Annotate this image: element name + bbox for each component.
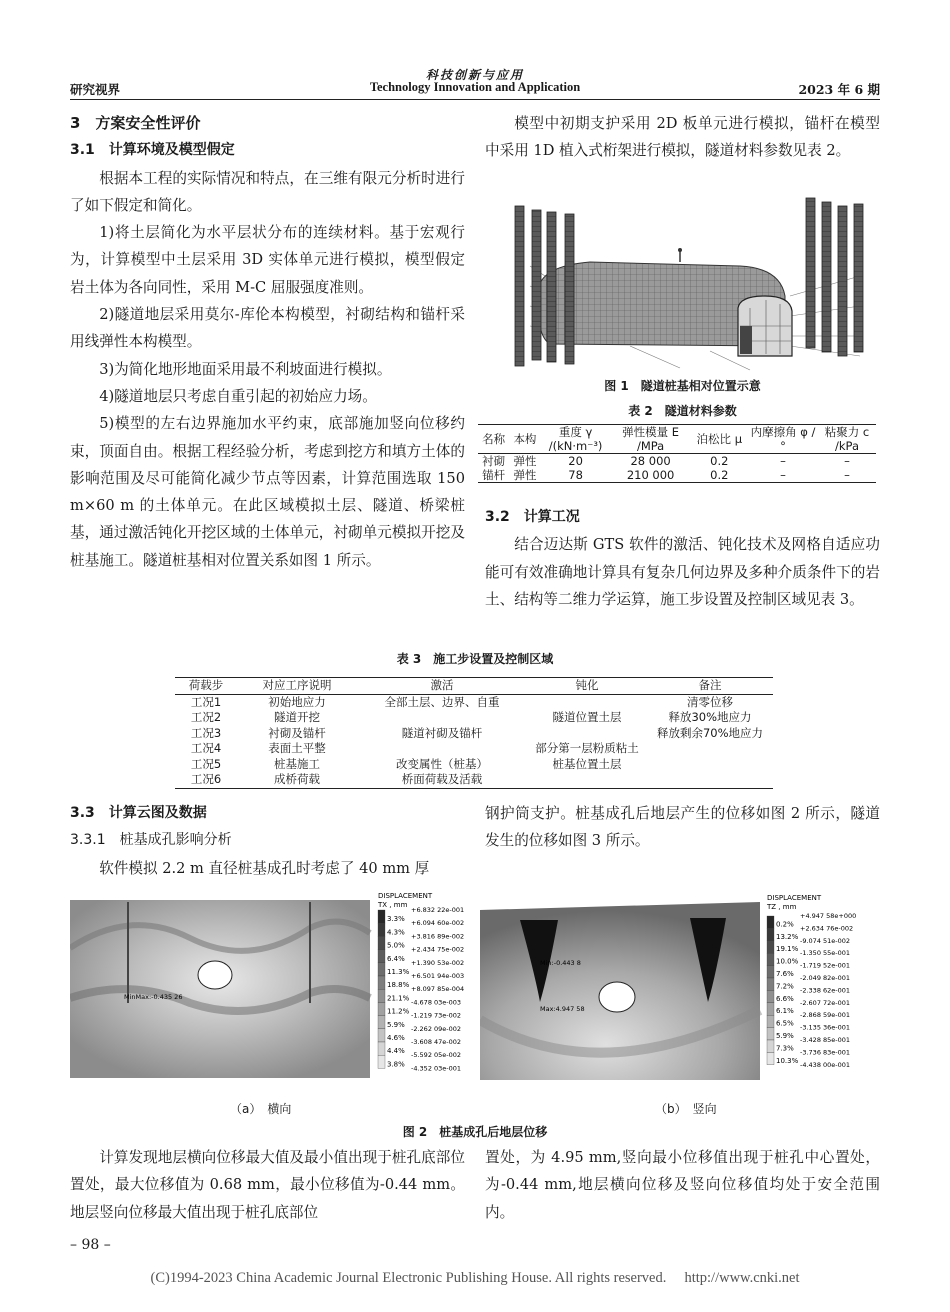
table-cell: 衬砌	[482, 454, 506, 468]
legend-percent: 18.8%	[387, 981, 410, 990]
legend-value: -1.219 73e-002	[411, 1011, 462, 1020]
table-row	[175, 694, 773, 710]
section-3-heading: 3 方案安全性评价	[70, 114, 201, 132]
table-header-cell: 名称	[482, 432, 506, 446]
table-cell	[647, 741, 773, 757]
paragraph: 1)将土层简化为水平层状分布的连续材料。基于宏观行为，计算模型中土层采用 3D 实体单元进行模拟，模型假定岩土体为各向同性，采用 M-C 屈服强度准则。	[70, 224, 465, 296]
table-cell: 工况1	[190, 694, 222, 709]
legend-value: +2.434 75e-002	[411, 945, 465, 954]
paragraph: 结合迈达斯 GTS 软件的激活、钝化技术及网格自适应功能可有效准确地计算具有复杂几何边界及多种介质条件下的岩土、结构等二维力学运算，施工步设置及控制区域见表 3。	[485, 536, 880, 608]
table-header-cell: 重度 γ /(kN·m⁻³)	[548, 425, 603, 453]
section-3-1-heading: 3.1 计算环境及模型假定	[70, 142, 235, 159]
table-header-cell: 粘聚力 c /kPa	[824, 425, 870, 453]
table-cell: 衬砌及锚杆	[268, 725, 326, 740]
legend-percent: 3.8%	[387, 1060, 405, 1069]
legend-swatch	[378, 976, 385, 989]
header-rule	[70, 99, 880, 100]
table-cell: 0.2	[710, 468, 729, 482]
section-3-3-right	[485, 800, 880, 855]
table-row	[175, 741, 773, 757]
table-cell: 78	[568, 468, 583, 482]
table-cell: 释放30%地应力	[668, 710, 752, 724]
table-cell: 初始地应力	[268, 694, 326, 709]
table-row	[478, 468, 876, 483]
table-cell	[527, 772, 647, 788]
table-cell: 工况2	[190, 710, 222, 724]
legend-value: -2.262 09e-002	[411, 1024, 462, 1033]
table-cell: –	[780, 468, 786, 482]
legend-swatch	[767, 928, 774, 940]
table-header-cell: 内摩擦角 φ /°	[750, 425, 816, 453]
legend-percent: 5.0%	[387, 941, 405, 950]
legend-swatch	[767, 978, 774, 990]
table-cell	[357, 710, 527, 726]
table-cell: 弹性	[513, 454, 537, 468]
table-cell	[647, 772, 773, 788]
table-header-row	[478, 425, 876, 454]
section-3-2-heading: 3.2 计算工况	[485, 509, 580, 525]
legend-swatch	[767, 953, 774, 965]
paragraph: 2)隧道地层采用莫尔-库伦本构模型，衬砌结构和锚杆采用线弹性本构模型。	[70, 306, 465, 351]
legend-percent: 21.1%	[387, 994, 410, 1003]
figure-1-caption: 图 1 隧道桩基相对位置示意	[604, 379, 761, 393]
legend-value: -3.428 85e-001	[800, 1036, 851, 1044]
legend-value: +6.501 94e-003	[411, 972, 465, 980]
table-header-cell: 本构	[513, 432, 537, 446]
table-header-cell: 激活	[430, 678, 454, 692]
piles-right	[806, 198, 863, 356]
legend-swatch	[378, 1055, 385, 1068]
legend-percent: 4.6%	[387, 1034, 405, 1042]
legend-percent: 10.0%	[776, 957, 799, 966]
legend-value: -3.608 47e-002	[411, 1038, 462, 1046]
legend-unit: TZ , mm	[767, 903, 797, 911]
legend-value: +2.634 76e-002	[800, 924, 854, 933]
figure-1-tunnel-pile-model	[510, 196, 870, 372]
table-2-material-params	[478, 424, 876, 483]
legend-swatch	[378, 1029, 385, 1042]
table-cell: 桩基位置土层	[552, 756, 622, 771]
table-cell: 28 000	[630, 454, 671, 468]
table-cell: 改变属性（桩基）	[396, 756, 488, 771]
table-header-cell: 荷载步	[188, 678, 224, 692]
legend-swatch	[378, 950, 385, 963]
paragraph: 5)模型的左右边界施加水平约束，底部施加竖向位移约束，顶面自由。根据工程经验分析，考虑到挖方和填方土体的影响范围及尽可能简化减少节点等因素，计算范围选取 150 m×60 m 的土体单元。在此区域模拟土层、隧道、桥梁桩基，通过激活钝化开挖区域的土体单元，衬砌单元模拟开挖及桩基施工。隧道桩基相对位置关系如图 1 所示。	[70, 415, 465, 569]
legend-percent: 7.2%	[776, 982, 794, 991]
figure-2a-subcaption: （a） 横向	[230, 1102, 292, 1116]
table-cell: –	[844, 468, 850, 482]
table-header-cell: 钝化	[575, 678, 599, 692]
journal-title-cn: 科技创新与应用	[425, 68, 524, 82]
legend-percent: 6.4%	[387, 954, 405, 963]
legend-unit: TX , mm	[378, 901, 408, 909]
left-column	[70, 110, 465, 574]
table-cell	[527, 726, 647, 742]
figure-2a-horizontal-displacement	[70, 888, 480, 1083]
issue-label: 2023 年 6 期	[798, 82, 880, 97]
table-row	[175, 772, 773, 788]
table-cell: 表面土平整	[268, 741, 326, 755]
table-cell	[357, 741, 527, 757]
paragraph: 钢护筒支护。桩基成孔后地层产生的位移如图 2 所示，隧道发生的位移如图 3 所示。	[485, 805, 880, 850]
section-3-3-heading: 3.3 计算云图及数据	[70, 805, 207, 821]
table-3-construction-steps	[175, 677, 773, 789]
legend-percent: 5.9%	[776, 1032, 794, 1040]
table-cell: 工况4	[190, 741, 222, 755]
table-cell: 锚杆	[482, 468, 506, 482]
table-cell: 清零位移	[687, 694, 733, 709]
legend-value: -1.350 55e-001	[800, 949, 851, 958]
legend-value: -2.338 62e-001	[800, 986, 851, 995]
legend-percent: 6.6%	[776, 994, 794, 1003]
legend-swatch	[378, 1016, 385, 1029]
legend-value: -4.438 00e-001	[800, 1060, 851, 1069]
table-cell	[527, 694, 647, 710]
legend-swatch	[767, 966, 774, 978]
legend-b	[767, 912, 856, 1069]
journal-title-en: Technology Innovation and Application	[369, 80, 581, 94]
figure-2b-subcaption: （b） 竖向	[655, 1102, 717, 1116]
legend-swatch	[767, 1003, 774, 1015]
table-row	[175, 726, 773, 742]
legend-percent: 6.1%	[776, 1007, 794, 1016]
legend-swatch	[378, 989, 385, 1002]
table-cell: –	[780, 454, 786, 468]
legend-value: +4.947 58e+000	[800, 912, 857, 920]
table-cell: 成桥荷载	[274, 772, 320, 786]
legend-percent: 19.1%	[776, 945, 799, 954]
table-row	[175, 710, 773, 726]
legend-value: -4.352 03e-001	[411, 1064, 462, 1073]
legend-value: -2.049 82e-001	[800, 974, 851, 982]
legend-swatch	[378, 1042, 385, 1055]
table-row	[478, 454, 876, 469]
legend-title: DISPLACEMENT	[378, 892, 433, 900]
table-cell: 20	[568, 454, 583, 468]
legend-swatch	[767, 990, 774, 1002]
table-cell: 桩基施工	[274, 756, 320, 771]
section-label: 研究视界	[70, 82, 121, 97]
page-number: – 98 –	[70, 1237, 111, 1253]
legend-swatch	[378, 963, 385, 976]
legend-value: +6.094 60e-002	[411, 919, 465, 928]
table-header-row	[175, 678, 773, 695]
table-cell: 工况6	[190, 772, 222, 786]
legend-percent: 4.3%	[387, 928, 405, 937]
legend-percent: 0.2%	[776, 920, 794, 929]
legend-percent: 13.2%	[776, 932, 799, 941]
legend-value: -2.868 59e-001	[800, 1011, 851, 1020]
legend-swatch	[767, 1015, 774, 1027]
paragraph: 4)隧道地层只考虑自重引起的初始应力场。	[99, 387, 377, 405]
table-header-cell: 备注	[698, 678, 722, 692]
legend-value: -3.135 36e-001	[800, 1023, 851, 1032]
table-cell: 释放剩余70%地应力	[656, 725, 764, 740]
legend-percent: 11.3%	[387, 968, 410, 976]
legend-swatch	[767, 916, 774, 928]
legend-swatch	[378, 936, 385, 949]
section-3-2	[485, 504, 880, 613]
paragraph: 模型中初期支护采用 2D 板单元进行模拟，锚杆在模型中采用 1D 植入式桁架进行模拟，隧道材料参数见表 2。	[485, 115, 880, 160]
legend-title: DISPLACEMENT	[767, 894, 822, 902]
table-cell: 210 000	[626, 468, 675, 482]
paragraph: 软件模拟 2.2 m 直径桩基成孔时考虑了 40 mm 厚	[99, 859, 430, 877]
legend-value: +1.390 53e-002	[411, 958, 465, 967]
legend-percent: 10.3%	[776, 1056, 799, 1065]
section-3-3-1-heading: 3.3.1 桩基成孔影响分析	[70, 832, 232, 849]
legend-value: -3.736 83e-001	[800, 1048, 851, 1057]
legend-swatch	[767, 1052, 774, 1064]
running-header	[70, 80, 880, 98]
table-cell: 桥面荷载及活载	[401, 772, 483, 786]
legend-swatch	[378, 1002, 385, 1015]
table-2-caption: 表 2 隧道材料参数	[628, 404, 737, 418]
minmax-label: MinMax:-0.435 26	[124, 993, 183, 1001]
legend-value: -5.592 05e-002	[411, 1051, 462, 1060]
legend-percent: 11.2%	[387, 1007, 410, 1016]
paragraph: 根据本工程的实际情况和特点，在三维有限元分析时进行了如下假定和简化。	[70, 169, 465, 214]
legend-percent: 5.9%	[387, 1020, 405, 1029]
legend-value: -1.719 52e-001	[800, 961, 851, 970]
legend-value: -4.678 03e-003	[411, 998, 462, 1007]
table-3-caption: 表 3 施工步设置及控制区域	[396, 652, 554, 666]
table-cell: 弹性	[513, 468, 537, 482]
table-cell: 隧道位置土层	[552, 710, 622, 724]
paragraph: 置处，为 4.95 mm,竖向最小位移值出现于桩孔中心置处，为-0.44 mm,地层横向位移及竖向位移值均处于安全范围内。	[485, 1149, 880, 1221]
legend-value: +3.816 89e-002	[411, 932, 465, 941]
legend-swatch	[378, 923, 385, 936]
legend-swatch	[378, 910, 385, 923]
table-cell: 工况3	[190, 725, 222, 740]
table-cell: 部分第一层粉质粘土	[535, 741, 639, 755]
legend-value: -2.607 72e-001	[800, 998, 851, 1007]
legend-swatch	[767, 941, 774, 953]
table-cell: –	[844, 454, 850, 468]
legend-percent: 7.3%	[776, 1044, 794, 1053]
legend-percent: 7.6%	[776, 970, 794, 978]
table-header-cell: 泊松比 μ	[696, 432, 743, 446]
table-header-cell: 弹性模量 E /MPa	[622, 425, 680, 453]
legend-percent: 6.5%	[776, 1019, 794, 1028]
max-label: Max:4.947 58	[540, 1005, 585, 1013]
table-cell: 0.2	[710, 454, 729, 468]
legend-value: -9.074 51e-002	[800, 936, 851, 945]
table-cell: 全部土层、边界、自重	[384, 694, 500, 709]
legend-percent: 4.4%	[387, 1047, 405, 1056]
figure-2b-vertical-displacement	[480, 890, 880, 1085]
table-row	[175, 757, 773, 773]
table-cell: 隧道开挖	[274, 710, 320, 724]
table-header-cell: 对应工序说明	[262, 678, 332, 692]
legend-swatch	[767, 1040, 774, 1052]
copyright-footer: (C)1994-2023 China Academic Journal Electronic Publishing House. All rights reserved. http://www.cnki.net	[150, 1270, 800, 1286]
section-3-3	[70, 800, 465, 882]
legend-value: +6.832 22e-001	[411, 906, 465, 914]
legend-a	[378, 906, 464, 1072]
min-label: Min:-0.443 8	[540, 959, 581, 967]
paragraph: 计算发现地层横向位移最大值及最小值出现于桩孔底部位置处，最大位移值为 0.68 mm，最小位移值为-0.44 mm。地层竖向位移最大值出现于桩孔底部位	[70, 1149, 465, 1221]
table-cell: 工况5	[190, 756, 222, 771]
table-cell: 隧道衬砌及锚杆	[401, 725, 483, 740]
right-column	[485, 110, 880, 165]
legend-value: +8.097 85e-004	[411, 985, 465, 994]
paragraph: 3)为简化地形地面采用最不利坡面进行模拟。	[99, 360, 392, 378]
legend-swatch	[767, 1028, 774, 1040]
table-cell	[647, 757, 773, 773]
figure-2-caption: 图 2 桩基成孔后地层位移	[402, 1125, 548, 1139]
legend-percent: 3.3%	[387, 915, 405, 924]
